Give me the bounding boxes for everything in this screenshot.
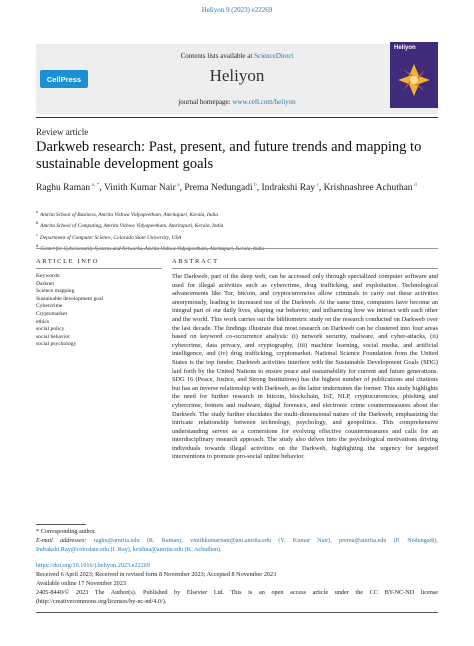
journal-name: Heliyon	[209, 66, 265, 85]
homepage-link[interactable]: www.cell.com/heliyon	[232, 98, 296, 106]
keyword-item: Cybercrime	[36, 303, 63, 310]
keyword-item: ethics	[36, 318, 50, 325]
affiliation-label: a	[36, 209, 38, 214]
homepage-prefix: journal homepage:	[178, 98, 231, 106]
affiliation-text: Amrita School of Computing, Amrita Vishwa Vidyapeetham, Amritapuri, Kerala, India	[40, 223, 224, 230]
author-affiliation-mark[interactable]: a, *	[90, 182, 100, 188]
author-list: Raghu Raman $^{a, *}$, Vinith Kumar Nair $^a$, Prema Nedungadi $^b$, Indrakshi Ray $^c$, Krishnashree Achuthan $^d$	[36, 182, 417, 194]
footnote-rule	[36, 524, 86, 525]
email-label: E-mail addresses:	[36, 537, 87, 544]
article-type: Review article	[36, 127, 89, 137]
abstract-text: The Darkweb, part of the deep web, can be accessed only through specialized computer software and used for illegal activities such as cybercrime, drug trafficking, and exploitation. Technological advancements like Tor, bitcoin, and cryptocurrencies allow criminals to carry out these activities anonymously, leading to increased use of the Darkweb. At the same time, computers have become an integral part of our daily lives, shaping our behavior, and influencing how we interact with each other and the world. This work carries out the bibliometric study on the research conducted on Darkweb over the last decade. The findings illustrate that most research on Darkweb can be clustered into four areas based on keyword co-occurrence analysis: (i) network security, malware, and cyber-attacks, (ii) cybercrime, data privacy, and cryptography, (iii) machine learning, social media, and artificial intelligence, and (iv) drug trafficking, cryptomarket. National Science Foundation from the United States is the top funder. Darkweb activities interfere with the Sustainable Development Goals (SDG) laid forth by the United Nations to ensure peace and sustainability for current and future generations. SDG 16 (Peace, Justice, and Strong Institutions) has the highest number of publications and citations but has an inverse relationship with Darkweb, as the latter undermines the former. This study highlights the need for further research in bitcoin, blockchain, IoT, NLP, cryptocurrencies, phishing and cybercrime, botnets and malware, digital forensics, and electronic crime countermeasures about the Darkweb. The study further elucidates the multi-dimensional nature of the Darkweb, emphasizing the intricate relationship between technology, psychology, and geopolitics. This comprehensive understanding serves as a cornerstone for evolving effective countermeasures and calls for an interdisciplinary research approach. The study also delves into the psychological motivations driving individuals towards illegal activities on the Darkweb, highlighting the urgency for targeted interventions to promote pro-social online behavior.	[172, 273, 438, 461]
author-name[interactable]: Krishnashree Achuthan	[323, 183, 413, 194]
doi-link[interactable]: https://doi.org/10.1016/j.heliyon.2023.e22269	[36, 562, 150, 569]
copyright-notice: 2405-8440/© 2023 The Author(s). Published by Elsevier Ltd. This is an open access article under the CC BY-NC-ND license (http://creativecommons.org/licenses/by-nc-nd/4.0/).	[36, 589, 438, 605]
contents-prefix: Contents lists available at	[180, 52, 253, 60]
journal-reference[interactable]: Heliyon 9 (2023) e22269	[201, 6, 273, 14]
cover-graphic-icon	[390, 42, 438, 108]
affiliation-list	[36, 208, 436, 253]
affiliation-text: Amrita School of Business, Amrita Vishwa Vidyapeetham, Amritapuri, Kerala, India	[40, 211, 219, 218]
cellpress-logo[interactable]: CellPress	[40, 70, 88, 88]
cover-title: Heliyon	[394, 45, 416, 51]
keyword-item: Darknet	[36, 280, 55, 287]
keyword-list	[36, 281, 162, 349]
author-affiliation-mark[interactable]: b	[252, 182, 257, 188]
email-addresses	[36, 537, 438, 555]
article-info-rule	[36, 268, 162, 269]
keyword-item: social behavior	[36, 333, 71, 340]
author-affiliation-mark[interactable]: c	[315, 182, 319, 188]
sciencedirect-link[interactable]: ScienceDirect	[254, 52, 294, 60]
header-rule	[36, 117, 438, 118]
homepage-line	[90, 98, 384, 106]
affiliation-item	[36, 231, 436, 242]
keyword-item: Sustainable development goal	[36, 295, 104, 302]
keywords-label: Keywords:	[36, 273, 61, 279]
article-title: Darkweb research: Past, present, and future trends and mapping to sustainable development goals	[36, 139, 422, 172]
author-affiliation-mark[interactable]: a	[175, 182, 180, 188]
keywords-block	[36, 273, 162, 349]
author-name[interactable]: Prema Nedungadi	[184, 183, 253, 194]
affiliation-text: Department of Computer Science, Colorado State University, USA	[40, 234, 182, 241]
affiliation-item	[36, 208, 436, 219]
received-dates: Received 6 April 2023; Received in revised form 8 November 2023; Accepted 8 November 2023	[36, 571, 277, 578]
affiliation-label: c	[36, 231, 38, 237]
affiliation-item	[36, 219, 436, 230]
journal-cover[interactable]	[390, 42, 438, 108]
article-info-heading: ARTICLE INFO	[36, 258, 100, 265]
keyword-item: social psychology	[36, 341, 77, 348]
author-name[interactable]: Indrakshi Ray	[261, 183, 316, 194]
abstract-heading: ABSTRACT	[172, 258, 219, 265]
available-online: Available online 17 November 2023	[36, 580, 126, 587]
author-name[interactable]: Raghu Raman	[36, 183, 91, 194]
keyword-item: Science mapping	[36, 288, 75, 295]
page-bottom-rule	[36, 612, 438, 613]
corresponding-author-note: * Corresponding author.	[36, 528, 96, 535]
keyword-item: Cryptomarket	[36, 310, 68, 317]
affiliation-label: d	[36, 243, 39, 249]
author-affiliation-mark[interactable]: d	[412, 182, 417, 188]
abstract-rule	[172, 268, 438, 269]
section-rule	[36, 248, 438, 249]
contents-line	[90, 52, 384, 60]
email-list[interactable]: raghu@amrita.edu (R. Raman), vinithkumarnair@am.amrita.edu (V. Kumar Nair), prema@amrita.edu (P. Nedungadi), Indrakshi.Ray@colostate.edu (I. Ray), krishna@amrita.edu (K. Achuthan).	[36, 537, 438, 553]
keyword-item: social policy	[36, 326, 65, 333]
affiliation-label: b	[36, 220, 39, 226]
author-name[interactable]: Vinith Kumar Nair	[104, 183, 176, 194]
